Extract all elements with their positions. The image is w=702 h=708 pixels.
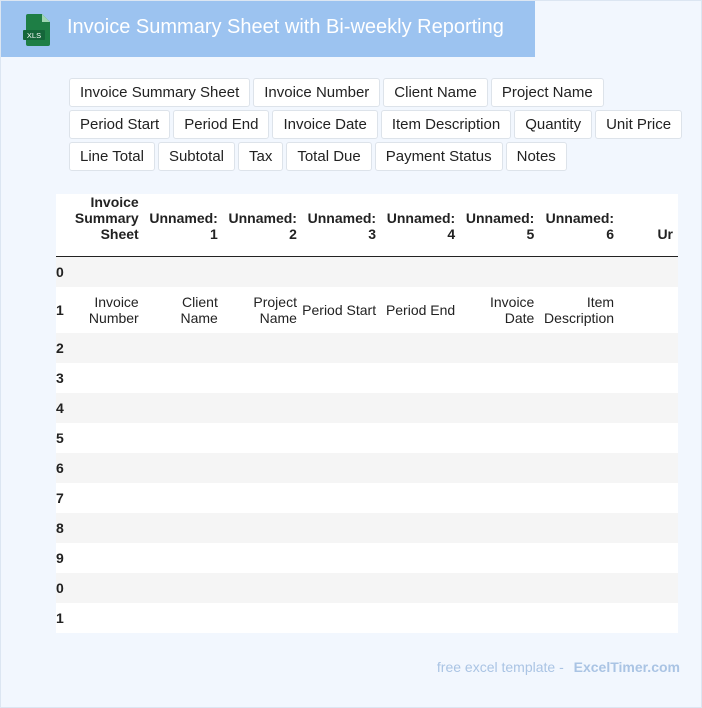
row-index: 1 [56, 287, 66, 333]
table-row [56, 257, 678, 288]
table-row [56, 573, 678, 603]
table-cell[interactable] [460, 543, 539, 573]
table-cell[interactable] [223, 573, 302, 603]
table-cell[interactable] [144, 543, 223, 573]
table-row [56, 453, 678, 483]
table-cell[interactable] [381, 257, 460, 288]
data-table [56, 194, 678, 633]
table-cell[interactable] [144, 423, 223, 453]
column-header: Unnamed: 5 [460, 194, 539, 257]
table-cell[interactable] [66, 423, 143, 453]
table-cell[interactable] [619, 423, 678, 453]
column-tag[interactable]: Item Description [381, 110, 511, 139]
table-cell[interactable] [302, 573, 381, 603]
column-tag[interactable]: Period Start [69, 110, 170, 139]
table-cell[interactable] [460, 257, 539, 288]
table-cell[interactable] [302, 543, 381, 573]
row-index: 5 [56, 423, 66, 453]
table-cell[interactable] [460, 423, 539, 453]
index-header [56, 194, 66, 257]
table-cell[interactable] [144, 257, 223, 288]
table-cell[interactable] [539, 393, 619, 423]
column-tag-list [69, 78, 689, 171]
table-cell[interactable] [539, 423, 619, 453]
table-cell[interactable] [66, 257, 143, 288]
column-tag[interactable]: Invoice Date [272, 110, 377, 139]
table-cell[interactable]: Project Name [223, 287, 302, 333]
table-cell[interactable] [619, 573, 678, 603]
column-header: Ur [619, 194, 678, 257]
table-cell[interactable] [144, 393, 223, 423]
table-header-row [56, 194, 678, 257]
table-cell[interactable] [223, 453, 302, 483]
table-cell[interactable] [539, 453, 619, 483]
table-cell[interactable]: Invoice Date [460, 287, 539, 333]
table-cell[interactable] [302, 513, 381, 543]
table-cell[interactable] [381, 423, 460, 453]
table-cell[interactable] [460, 573, 539, 603]
table-cell[interactable] [302, 423, 381, 453]
table-cell[interactable] [460, 603, 539, 633]
table-cell[interactable] [144, 363, 223, 393]
column-tag[interactable]: Subtotal [158, 142, 235, 171]
column-tag[interactable]: Quantity [514, 110, 592, 139]
table-cell[interactable] [66, 513, 143, 543]
table-cell[interactable] [539, 603, 619, 633]
table-cell[interactable] [460, 333, 539, 363]
table-cell[interactable] [619, 287, 678, 333]
table-cell[interactable] [619, 393, 678, 423]
footer-brand-link[interactable]: ExcelTimer.com [573, 659, 680, 675]
column-tag[interactable]: Client Name [383, 78, 488, 107]
table-cell[interactable] [381, 603, 460, 633]
table-cell[interactable] [381, 573, 460, 603]
xls-file-icon [23, 14, 51, 46]
table-row [56, 423, 678, 453]
row-index: 0 [56, 257, 66, 288]
column-tag[interactable]: Notes [506, 142, 567, 171]
table-cell[interactable] [66, 543, 143, 573]
table-cell[interactable] [381, 543, 460, 573]
table-cell[interactable]: Period Start [302, 287, 381, 333]
table-cell[interactable] [66, 573, 143, 603]
table-cell[interactable] [223, 363, 302, 393]
table-cell[interactable] [223, 543, 302, 573]
column-tag[interactable]: Line Total [69, 142, 155, 171]
table-cell[interactable] [66, 483, 143, 513]
row-index: 6 [56, 453, 66, 483]
column-tag[interactable]: Total Due [286, 142, 371, 171]
table-cell[interactable] [223, 423, 302, 453]
table-cell[interactable] [539, 483, 619, 513]
table-cell[interactable] [302, 603, 381, 633]
table-cell[interactable] [460, 393, 539, 423]
column-tag[interactable]: Invoice Summary Sheet [69, 78, 250, 107]
table-cell[interactable] [302, 393, 381, 423]
column-header: Unnamed: 3 [302, 194, 381, 257]
table-cell[interactable] [223, 257, 302, 288]
column-header: Unnamed: 1 [144, 194, 223, 257]
table-cell[interactable] [66, 603, 143, 633]
table-cell[interactable] [460, 363, 539, 393]
table-cell[interactable] [619, 543, 678, 573]
table-cell[interactable] [619, 453, 678, 483]
table-cell[interactable] [381, 363, 460, 393]
table-cell[interactable] [381, 393, 460, 423]
row-index: 3 [56, 363, 66, 393]
table-cell[interactable] [460, 513, 539, 543]
column-header: Unnamed: 6 [539, 194, 619, 257]
table-cell[interactable] [381, 483, 460, 513]
footer [437, 659, 680, 675]
table-cell[interactable] [381, 453, 460, 483]
table-cell[interactable] [539, 573, 619, 603]
table-cell[interactable] [66, 333, 143, 363]
table-row [56, 603, 678, 633]
table-cell[interactable] [539, 513, 619, 543]
column-header: Unnamed: 2 [223, 194, 302, 257]
row-index: 8 [56, 513, 66, 543]
table-cell[interactable] [460, 453, 539, 483]
table-cell[interactable] [302, 333, 381, 363]
table-cell[interactable] [223, 483, 302, 513]
table-row [56, 393, 678, 423]
table-cell[interactable] [223, 333, 302, 363]
table-cell[interactable] [66, 393, 143, 423]
table-cell[interactable] [619, 603, 678, 633]
table-cell[interactable] [302, 363, 381, 393]
table-row [56, 543, 678, 573]
table-cell[interactable] [223, 603, 302, 633]
table-cell[interactable] [66, 453, 143, 483]
column-tag[interactable]: Unit Price [595, 110, 682, 139]
table-cell[interactable] [144, 603, 223, 633]
table-cell[interactable] [381, 333, 460, 363]
table-cell[interactable] [144, 513, 223, 543]
table-cell[interactable] [223, 393, 302, 423]
column-tag[interactable]: Period End [173, 110, 269, 139]
footer-text: free excel template - [436, 659, 564, 675]
table-row [56, 483, 678, 513]
page-title: Invoice Summary Sheet with Bi-weekly Reporting [67, 16, 504, 38]
header-bar [1, 1, 535, 57]
table-cell[interactable] [302, 257, 381, 288]
table-row [56, 333, 678, 363]
row-index: 0 [56, 573, 66, 603]
column-tag[interactable]: Project Name [491, 78, 604, 107]
row-index: 4 [56, 393, 66, 423]
table-cell[interactable] [302, 483, 381, 513]
column-header: Invoice Summary Sheet [66, 194, 143, 257]
table-cell[interactable] [66, 363, 143, 393]
table-cell[interactable] [619, 513, 678, 543]
table-cell[interactable] [223, 513, 302, 543]
table-cell[interactable] [460, 483, 539, 513]
data-table-viewport[interactable] [56, 194, 678, 633]
table-cell[interactable] [144, 333, 223, 363]
table-cell[interactable] [539, 333, 619, 363]
table-cell[interactable] [302, 453, 381, 483]
table-cell[interactable] [539, 363, 619, 393]
column-tag[interactable]: Tax [238, 142, 283, 171]
table-cell[interactable] [381, 513, 460, 543]
table-cell[interactable] [539, 543, 619, 573]
table-cell[interactable] [144, 573, 223, 603]
column-tag[interactable]: Invoice Number [253, 78, 380, 107]
table-cell[interactable] [144, 453, 223, 483]
table-cell[interactable]: Client Name [144, 287, 223, 333]
column-tag[interactable]: Payment Status [375, 142, 503, 171]
table-cell[interactable] [144, 483, 223, 513]
table-row [56, 287, 678, 333]
table-row [56, 363, 678, 393]
table-cell[interactable]: Period End [381, 287, 460, 333]
table-cell[interactable]: Item Description [539, 287, 619, 333]
table-cell[interactable] [539, 257, 619, 288]
column-header: Unnamed: 4 [381, 194, 460, 257]
table-cell[interactable] [619, 483, 678, 513]
table-cell[interactable] [619, 333, 678, 363]
row-index: 1 [56, 603, 66, 633]
table-cell[interactable] [619, 257, 678, 288]
row-index: 7 [56, 483, 66, 513]
table-row [56, 513, 678, 543]
row-index: 2 [56, 333, 66, 363]
table-cell[interactable]: Invoice Number [66, 287, 143, 333]
table-cell[interactable] [619, 363, 678, 393]
xls-icon-label: XLS [26, 31, 42, 40]
row-index: 9 [56, 543, 66, 573]
